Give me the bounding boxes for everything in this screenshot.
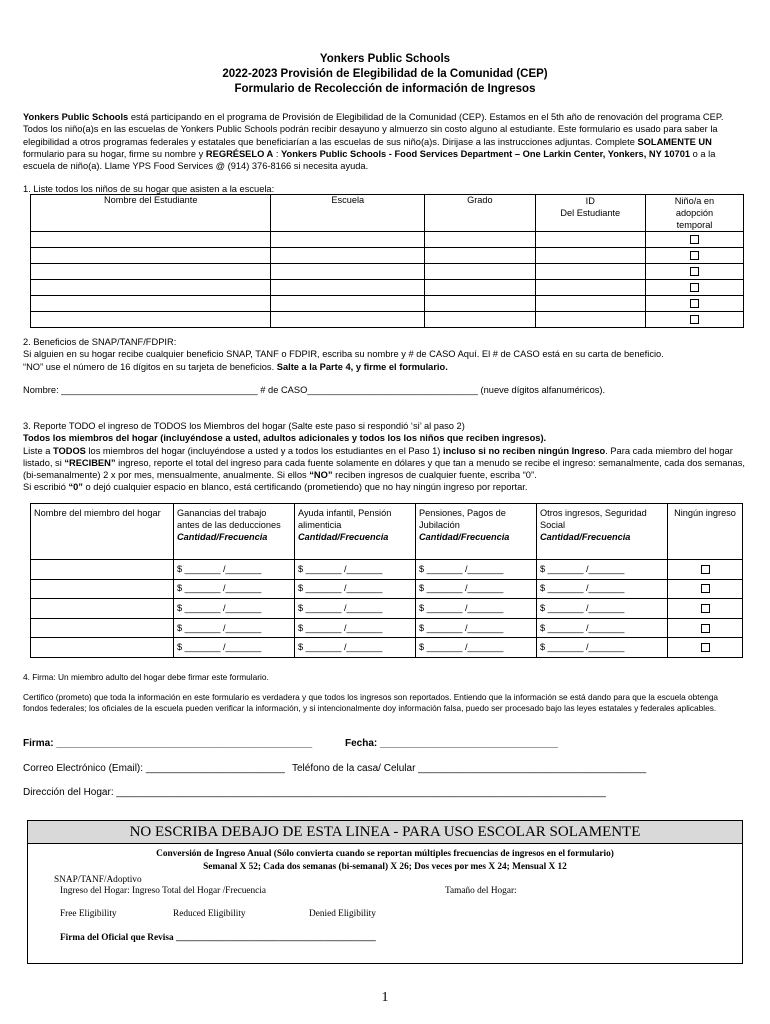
s3-text: Liste a xyxy=(23,445,53,456)
income-field[interactable]: $ _______ /_______ xyxy=(537,618,668,638)
table-row[interactable] xyxy=(31,232,744,248)
income-field[interactable]: $ _______ /_______ xyxy=(416,599,537,619)
denied-eligibility-label: Denied Eligibility xyxy=(309,909,376,919)
section3-bold-line: Todos los miembros del hogar (incluyéndose a usted, adultos adicionales y todos los los niños que reciben ingresos). xyxy=(23,433,547,444)
students-table xyxy=(30,194,744,328)
col-header: Nombre del Estudiante xyxy=(31,195,271,232)
reviewer-signature-field: Firma del Oficial que Revisa ___________________________________________ xyxy=(60,933,376,943)
intro-text: formulario para su hogar, firme su nombre y xyxy=(23,148,206,159)
table-row[interactable] xyxy=(31,296,744,312)
member-name-field[interactable] xyxy=(31,618,174,638)
intro-bold: Yonkers Public Schools xyxy=(23,112,129,122)
intro-bold: REGRÉSELO A xyxy=(205,148,274,159)
header-form-name: Formulario de Recolección de información de Ingresos xyxy=(234,83,536,95)
header-line: adopción xyxy=(675,208,714,218)
foster-checkbox[interactable] xyxy=(690,251,699,260)
no-income-checkbox[interactable] xyxy=(701,624,710,633)
student-name-field[interactable] xyxy=(31,264,271,280)
no-income-checkbox[interactable] xyxy=(701,604,710,613)
school-field[interactable] xyxy=(271,232,425,248)
s3-bold: TODOS xyxy=(52,445,86,456)
section2-line: Si alguien en su hogar recibe cualquier beneficio SNAP, TANF o FDPIR, escriba su nombre y # de CASO Aquí. El # de CASO está en su carta de beneficio. xyxy=(23,349,664,360)
s3-text: o dejó cualquier espacio en blanco, está certificando (prometiendo) que no hay ningún ingreso por reportar. xyxy=(82,482,528,493)
income-field[interactable]: $ _______ /_______ xyxy=(174,599,295,619)
student-id-field[interactable] xyxy=(535,248,645,264)
member-name-field[interactable] xyxy=(31,560,174,580)
office-banner: NO ESCRIBA DEBAJO DE ESTA LINEA - PARA USO ESCOLAR SOLAMENTE xyxy=(28,821,742,844)
income-field[interactable]: $ _______ /_______ xyxy=(537,599,668,619)
school-field[interactable] xyxy=(271,296,425,312)
income-field[interactable]: $ _______ /_______ xyxy=(416,618,537,638)
date-field[interactable]: Fecha: ________________________________ xyxy=(345,738,558,749)
income-field[interactable]: $ _______ /_______ xyxy=(416,579,537,599)
member-name-field[interactable] xyxy=(31,599,174,619)
foster-checkbox[interactable] xyxy=(690,299,699,308)
section4-title: 4. Firma: Un miembro adulto del hogar debe firmar este formulario. xyxy=(23,672,269,682)
header-title: Yonkers Public Schools xyxy=(319,53,451,65)
intro-text: está participando en el programa de Provisión de Elegibilidad de la Comunidad (CEP). Estamos en el 5th año de renovación del programa CEP. Todos los niño(a)s en las escuelas de Yonkers Public Schools podrán recibir desayuno y almuerzo sin costo alguno al estudiante. Este formulario es usado para saber la elegibilidad a otros programas federales y estatales que beneficiarían a las escuelas de sus niño(a)s. Dirijase a las instrucciones adjuntas. Complete xyxy=(23,112,724,147)
s3-bold: “RECIBEN” xyxy=(64,457,116,468)
no-income-checkbox[interactable] xyxy=(701,584,710,593)
income-field[interactable]: $ _______ /_______ xyxy=(295,560,416,580)
col-header xyxy=(645,195,743,232)
table-header-row xyxy=(31,195,744,232)
income-field[interactable]: $ _______ /_______ xyxy=(295,599,416,619)
s3-text: reciben ingresos de cualquier fuente, escriba “0”. xyxy=(332,470,537,481)
table-header-row xyxy=(31,504,743,560)
grade-field[interactable] xyxy=(425,312,535,328)
col-header xyxy=(174,504,295,560)
member-name-field[interactable] xyxy=(31,638,174,658)
s3-text: . Para cada miembro del hogar listado, si xyxy=(23,445,733,468)
snap-name-case-field[interactable]: Nombre: ______________________________________ # de CASO_________________________________ (nueve dígitos alfanuméricos). xyxy=(23,385,606,395)
member-name-field[interactable] xyxy=(31,579,174,599)
intro-bold: Yonkers Public Schools - Food Services Department – One Larkin Center, Yonkers, NY 10701 xyxy=(281,148,691,159)
header-line: Ganancias del trabajo antes de las deducciones xyxy=(177,508,281,530)
intro-text: : xyxy=(273,148,281,159)
col-header-member: Nombre del miembro del hogar xyxy=(31,504,174,560)
page-number: 1 xyxy=(381,990,389,1005)
table-row[interactable] xyxy=(31,264,744,280)
section2-title: 2. Beneficios de SNAP/TANF/FDPIR: xyxy=(23,337,177,347)
header-line: temporal xyxy=(676,220,713,230)
section2-line xyxy=(23,361,748,373)
col-header xyxy=(535,195,645,232)
intro-text: o a la escuela de niño(a). Llame YPS Food Services @ (914) 376-8166 si necesita ayuda. xyxy=(23,148,716,172)
student-id-field[interactable] xyxy=(535,312,645,328)
student-name-field[interactable] xyxy=(31,296,271,312)
conversion-line: Conversión de Ingreso Anual (Sólo convierta cuando se reportan múltiples frecuencias de ingresos en el formulario) xyxy=(156,849,614,859)
student-name-field[interactable] xyxy=(31,280,271,296)
table-row[interactable] xyxy=(31,618,743,638)
foster-checkbox[interactable] xyxy=(690,267,699,276)
header-subtitle: 2022-2023 Provisión de Elegibilidad de la Comunidad (CEP) xyxy=(222,68,548,80)
signature-field[interactable]: Firma: ______________________________________________ xyxy=(23,738,313,749)
s3-bold: “NO” xyxy=(309,470,333,481)
income-field[interactable]: $ _______ /_______ xyxy=(416,638,537,658)
section2-bold: Salte a la Parte 4, y firme el formulario. xyxy=(276,361,448,372)
grade-field[interactable] xyxy=(425,264,535,280)
col-header: Escuela xyxy=(271,195,425,232)
household-size-label: Tamaño del Hogar: xyxy=(445,886,517,896)
section2-text: “NO” use el número de 16 dígitos en su tarjeta de beneficios. xyxy=(23,361,277,372)
s3-text: Si escribió xyxy=(23,482,69,493)
student-id-field[interactable] xyxy=(535,264,645,280)
income-field[interactable]: $ _______ /_______ xyxy=(537,579,668,599)
no-income-checkbox[interactable] xyxy=(701,643,710,652)
school-field[interactable] xyxy=(271,264,425,280)
grade-field[interactable] xyxy=(425,248,535,264)
header-line: Cantidad/Frecuencia xyxy=(419,532,510,542)
income-field[interactable]: $ _______ /_______ xyxy=(537,638,668,658)
intro-bold: SOLAMENTE UN xyxy=(637,136,712,147)
section3-title: 3. Reporte TODO el ingreso de TODOS los Miembros del hogar (Salte este paso si respondió ‘si’ al paso 2) xyxy=(23,421,465,431)
no-income-checkbox[interactable] xyxy=(701,565,710,574)
header-line: Niño/a en xyxy=(674,196,715,206)
income-table xyxy=(30,503,743,658)
header-line: Cantidad/Frecuencia xyxy=(177,532,268,542)
table-row[interactable] xyxy=(31,312,744,328)
header-line: Cantidad/Frecuencia xyxy=(298,532,389,542)
section1-title: 1. Liste todos los niños de su hogar que asisten a la escuela: xyxy=(23,184,275,194)
table-row[interactable] xyxy=(31,560,743,580)
foster-checkbox[interactable] xyxy=(690,283,699,292)
income-field[interactable]: $ _______ /_______ xyxy=(174,618,295,638)
col-header xyxy=(416,504,537,560)
office-use-box xyxy=(27,820,743,964)
table-row[interactable] xyxy=(31,280,744,296)
income-field[interactable]: $ _______ /_______ xyxy=(174,560,295,580)
col-header xyxy=(295,504,416,560)
student-id-field[interactable] xyxy=(535,280,645,296)
header-line: Pensiones, Pagos de Jubilación xyxy=(419,508,506,530)
table-row[interactable] xyxy=(31,248,744,264)
student-id-field[interactable] xyxy=(535,296,645,312)
conversion-line: Semanal X 52; Cada dos semanas (bi-semanal) X 26; Dos veces por mes X 24; Mensual X 12 xyxy=(203,862,567,872)
household-income-label: Ingreso del Hogar: Ingreso Total del Hogar /Frecuencia xyxy=(60,886,266,896)
student-id-field[interactable] xyxy=(535,232,645,248)
section2 xyxy=(23,336,748,373)
income-field[interactable]: $ _______ /_______ xyxy=(416,560,537,580)
school-field[interactable] xyxy=(271,280,425,296)
col-header: Grado xyxy=(425,195,535,232)
free-eligibility-label: Free Eligibility xyxy=(60,909,117,919)
phone-field[interactable]: Teléfono de la casa/ Celular _________________________________________ xyxy=(292,763,647,774)
s3-bold: “0” xyxy=(68,482,83,493)
header-line: Ayuda infantil, Pensión alimenticia xyxy=(298,508,392,530)
income-field[interactable]: $ _______ /_______ xyxy=(295,579,416,599)
foster-checkbox[interactable] xyxy=(690,235,699,244)
s3-bold: incluso si no reciben ningún Ingreso xyxy=(442,445,606,456)
income-field[interactable]: $ _______ /_______ xyxy=(174,638,295,658)
s3-text: los miembros del hogar (incluyéndose a usted y a todos los estudiantes en el Paso 1) xyxy=(85,445,443,456)
grade-field[interactable] xyxy=(425,280,535,296)
income-field[interactable]: $ _______ /_______ xyxy=(295,638,416,658)
table-row[interactable] xyxy=(31,599,743,619)
student-name-field[interactable] xyxy=(31,312,271,328)
certification-text: Certifico (prometo) que toda la información en este formulario es verdadera y que todos los ingresos son reportados. Entiendo que la información se está dando para que la escuela obtenga fondos federales; los oficiales de la escuela pueden verificar la información, y si intencionalmente doy información falsa, puedo ser procesado bajo las leyes estatales y federales aplicables. xyxy=(23,692,719,713)
student-name-field[interactable] xyxy=(31,248,271,264)
foster-checkbox[interactable] xyxy=(690,315,699,324)
email-field[interactable]: Correo Electrónico (Email): _________________________ xyxy=(23,763,285,774)
income-field[interactable]: $ _______ /_______ xyxy=(174,579,295,599)
school-field[interactable] xyxy=(271,312,425,328)
header-line: Del Estudiante xyxy=(560,208,621,218)
table-row[interactable] xyxy=(31,579,743,599)
student-name-field[interactable] xyxy=(31,232,271,248)
section3-text xyxy=(23,420,748,494)
header-line: Cantidad/Frecuencia xyxy=(540,532,631,542)
col-header: Ningún ingreso xyxy=(668,504,743,560)
intro-paragraph xyxy=(23,111,745,172)
snap-label: SNAP/TANF/Adoptivo xyxy=(54,875,142,885)
income-field[interactable]: $ _______ /_______ xyxy=(537,560,668,580)
table-row[interactable] xyxy=(31,638,743,658)
header-line: Otros ingresos, Seguridad Social xyxy=(540,508,647,530)
school-field[interactable] xyxy=(271,248,425,264)
header-line: ID xyxy=(585,196,595,206)
reduced-eligibility-label: Reduced Eligibility xyxy=(173,909,246,919)
col-header xyxy=(537,504,668,560)
income-field[interactable]: $ _______ /_______ xyxy=(295,618,416,638)
s3-text: ingreso, reporte el total del ingreso para cada fuente solamente en dólares y que tan a menudo se recibe el ingreso: semanalmente, cada dos semanas, (bi-semanalmente) 2 x por mes, mensualmente, anualmente. Si ellos xyxy=(23,457,745,481)
grade-field[interactable] xyxy=(425,232,535,248)
address-field[interactable]: Dirección del Hogar: ________________________________________________________________________________________ xyxy=(23,787,606,798)
grade-field[interactable] xyxy=(425,296,535,312)
